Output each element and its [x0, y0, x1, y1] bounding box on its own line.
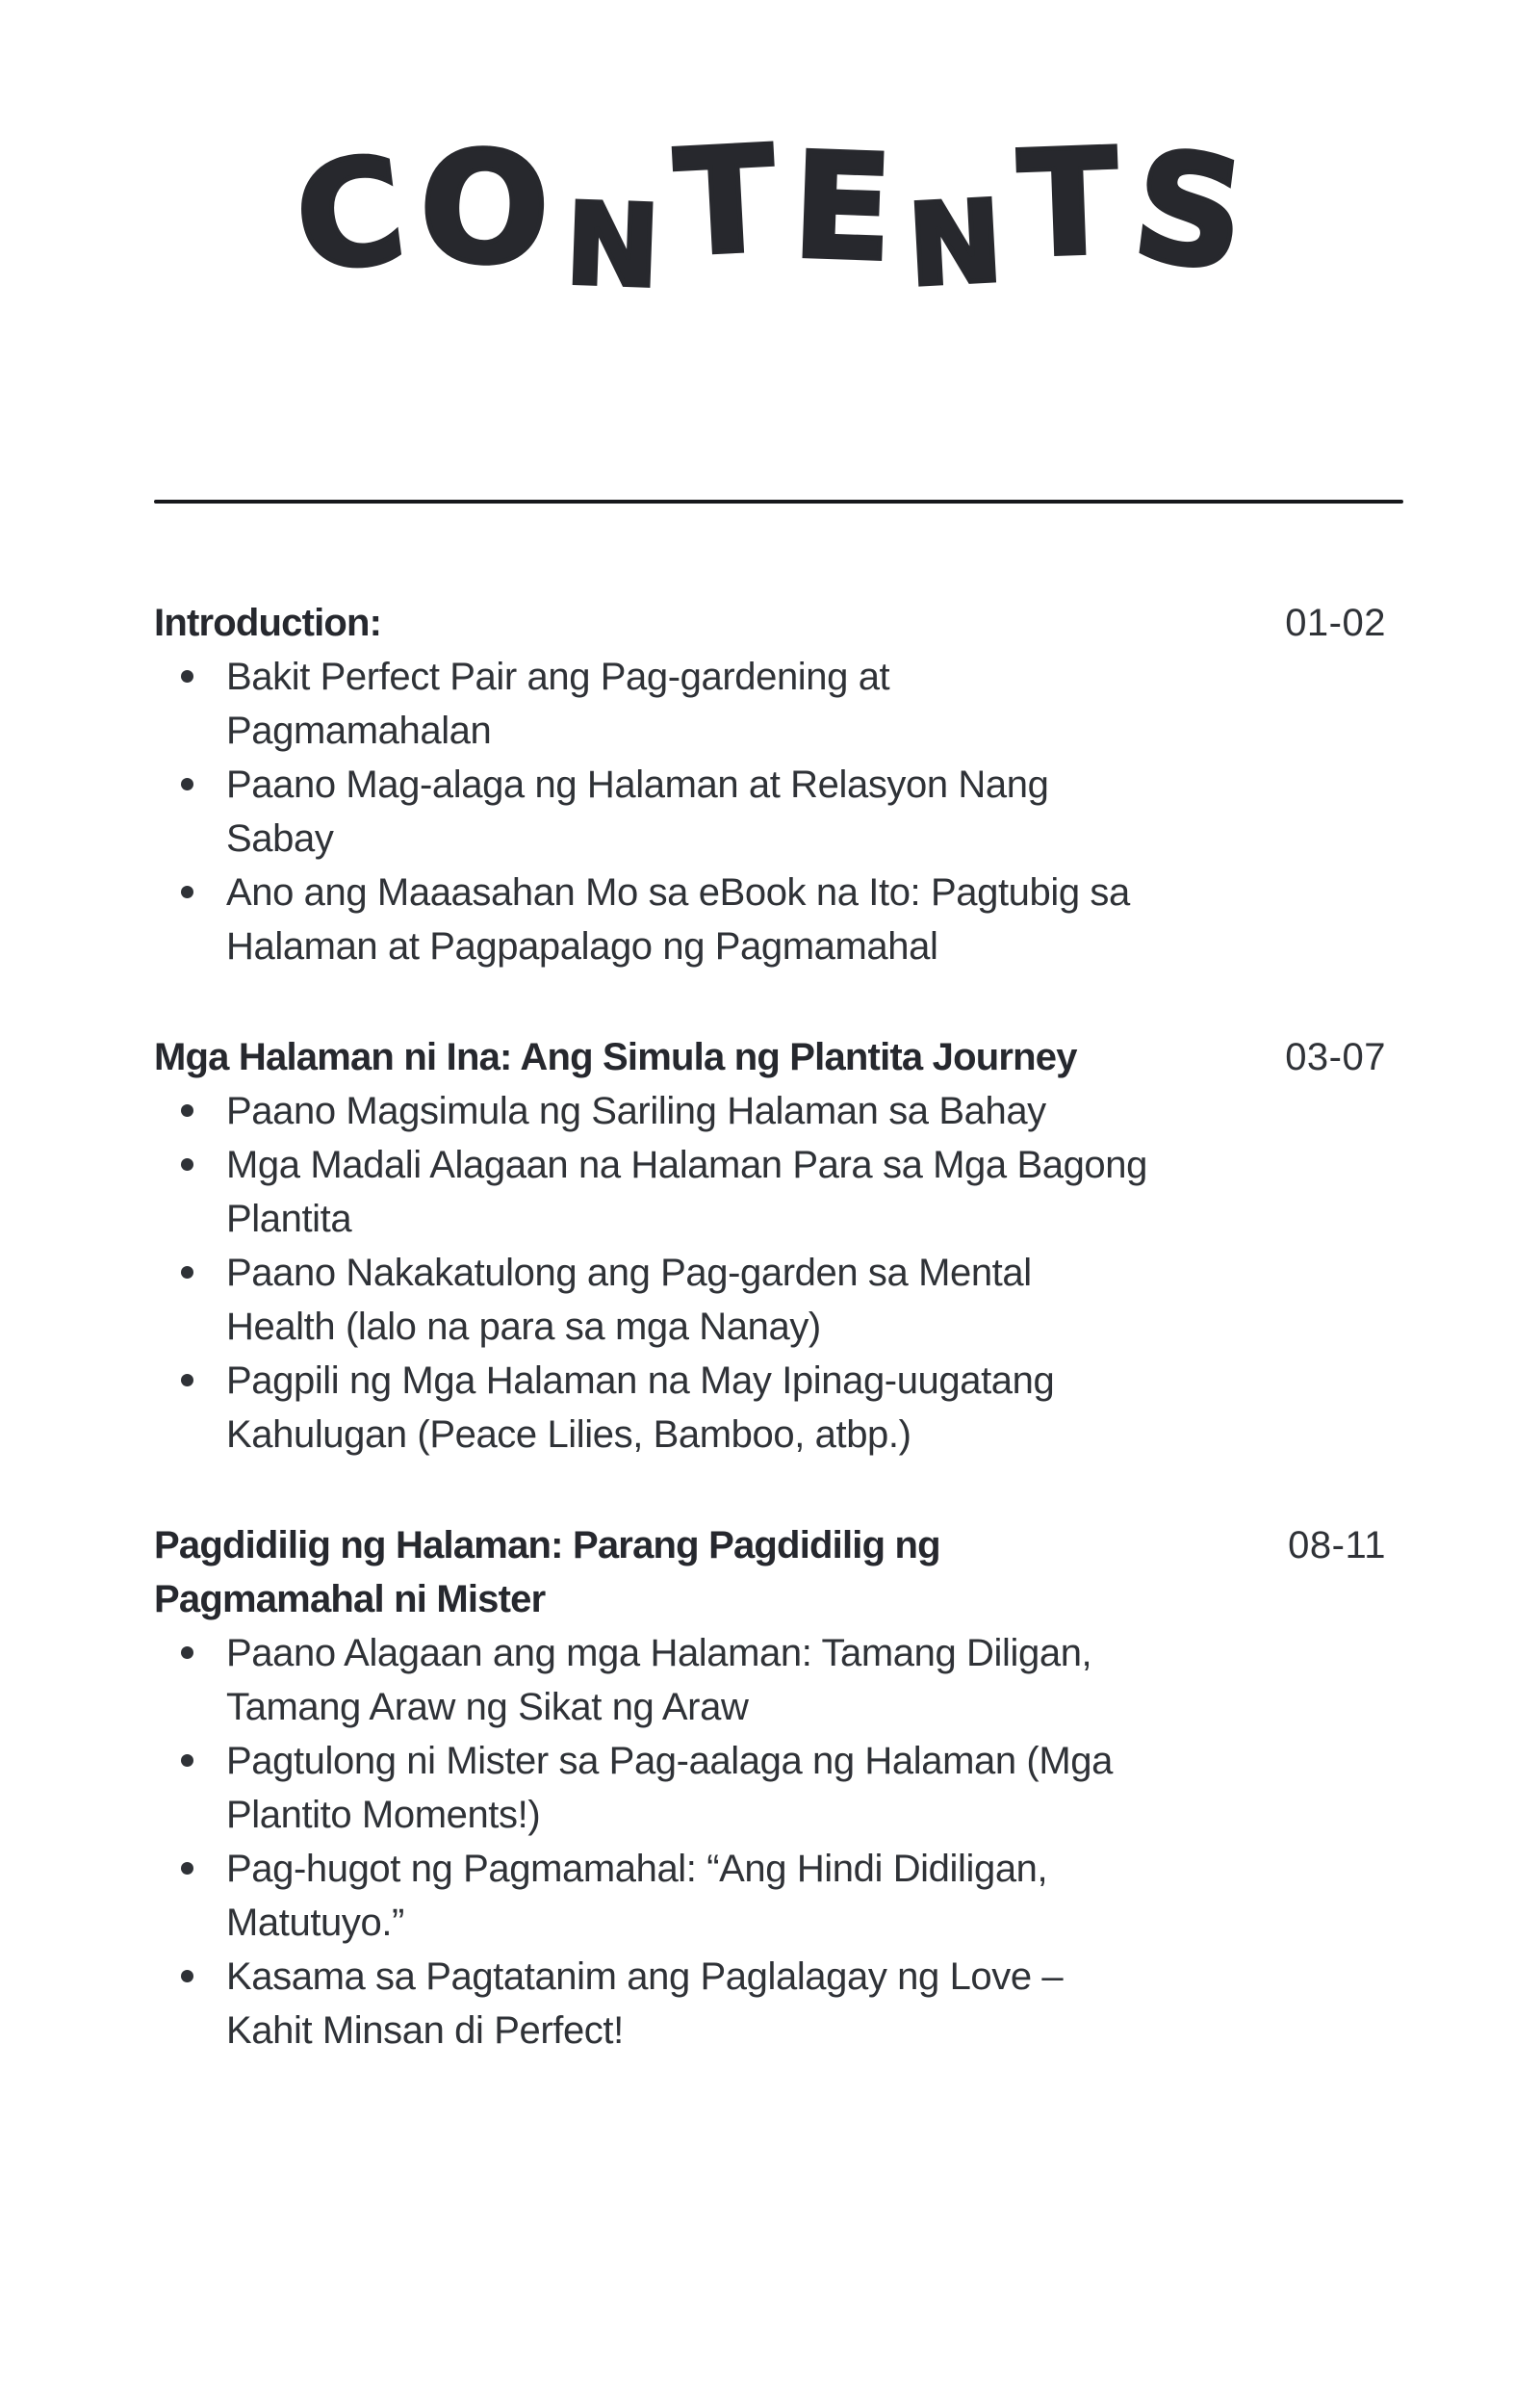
bullet-icon	[181, 778, 193, 790]
section-title-line: Mga Halaman ni Ina: Ang Simula ng Plantita Journey	[154, 1036, 1077, 1078]
toc-item-line: Paano Alagaan ang mga Halaman: Tamang Diligan,	[226, 1632, 1092, 1674]
section-title	[154, 1518, 1288, 1626]
toc-section-introduction	[154, 596, 1386, 973]
toc-item-line: Pagpili ng Mga Halaman na May Ipinag-uugatang	[226, 1359, 1055, 1402]
toc-item-line: Pagtulong ni Mister sa Pag-aalaga ng Halaman (Mga	[226, 1740, 1113, 1782]
section-header	[154, 1030, 1386, 1084]
toc-item-line: Paano Mag-alaga ng Halaman at Relasyon Nang	[226, 764, 1049, 806]
toc-item	[154, 866, 1386, 973]
toc-item-line: Kahit Minsan di Perfect!	[226, 2009, 624, 2052]
toc-item	[154, 1354, 1386, 1462]
bullet-icon	[181, 1158, 193, 1171]
bullet-icon	[181, 1266, 193, 1279]
title-letter: O	[415, 116, 554, 301]
title-letter: S	[1124, 116, 1254, 305]
table-of-contents	[154, 504, 1386, 2058]
title-letter: T	[672, 116, 780, 289]
toc-item	[154, 1950, 1386, 2058]
toc-item-line: Mga Madali Alagaan na Halaman Para sa Mga Bagong	[226, 1144, 1147, 1186]
toc-item	[154, 650, 1386, 758]
section-item-list	[154, 1626, 1386, 2058]
section-header	[154, 596, 1386, 650]
section-header	[154, 1518, 1386, 1626]
title-letter: N	[905, 176, 1006, 312]
toc-item-line: Bakit Perfect Pair ang Pag-gardening at	[226, 656, 890, 698]
toc-item-line: Pagmamahalan	[226, 710, 492, 752]
toc-item	[154, 1842, 1386, 1950]
title-letter: T	[1016, 118, 1121, 290]
toc-item	[154, 758, 1386, 866]
page-range: 08-11	[1288, 1524, 1386, 1566]
section-title	[154, 1030, 1285, 1084]
section-title-line: Introduction:	[154, 602, 382, 644]
toc-item	[154, 1734, 1386, 1842]
toc-item-line: Sabay	[226, 817, 334, 860]
bullet-icon	[181, 1104, 193, 1117]
page-title	[0, 96, 1540, 327]
bullet-icon	[181, 1862, 193, 1875]
toc-item-line: Halaman at Pagpapalago ng Pagmamahal	[226, 925, 938, 968]
bullet-icon	[181, 1374, 193, 1386]
toc-item-line: Pag-hugot ng Pagmamahal: “Ang Hindi Didiligan,	[226, 1848, 1048, 1890]
toc-section-mga-halaman-ni-ina	[154, 1030, 1386, 1462]
title-letter: N	[564, 179, 662, 313]
toc-item-line: Health (lalo na para sa mga Nanay)	[226, 1306, 821, 1348]
section-title	[154, 596, 1285, 650]
toc-item	[154, 1626, 1386, 1734]
toc-item-line: Plantito Moments!)	[226, 1794, 541, 1836]
bullet-icon	[181, 1754, 193, 1767]
toc-item-line: Tamang Araw ng Sikat ng Araw	[226, 1686, 749, 1728]
title-letter: E	[789, 122, 895, 294]
toc-item	[154, 1138, 1386, 1246]
page-range: 03-07	[1285, 1036, 1386, 1078]
section-title-line: Pagmamahal ni Mister	[154, 1578, 546, 1620]
toc-item-line: Kahulugan (Peace Lilies, Bamboo, atbp.)	[226, 1413, 911, 1456]
bullet-icon	[181, 1970, 193, 1982]
section-title-line: Pagdidilig ng Halaman: Parang Pagdidilig ng	[154, 1524, 940, 1566]
section-item-list	[154, 650, 1386, 973]
section-item-list	[154, 1084, 1386, 1462]
toc-item	[154, 1246, 1386, 1354]
toc-item-line: Kasama sa Pagtatanim ang Paglalagay ng Love –	[226, 1955, 1064, 1998]
toc-item-line: Paano Nakakatulong ang Pag-garden sa Mental	[226, 1252, 1032, 1294]
toc-section-pagdidilig-ng-halaman	[154, 1518, 1386, 2058]
toc-item-line: Plantita	[226, 1198, 352, 1240]
bullet-icon	[181, 1646, 193, 1659]
toc-item-line: Ano ang Maaasahan Mo sa eBook na Ito: Pagtubig sa	[226, 871, 1130, 914]
toc-item-line: Matutuyo.”	[226, 1902, 404, 1944]
title-letter: C	[287, 125, 413, 306]
toc-item-line: Paano Magsimula ng Sariling Halaman sa Bahay	[226, 1090, 1046, 1132]
page-range: 01-02	[1285, 602, 1386, 644]
bullet-icon	[181, 670, 193, 683]
bullet-icon	[181, 886, 193, 898]
toc-item	[154, 1084, 1386, 1138]
